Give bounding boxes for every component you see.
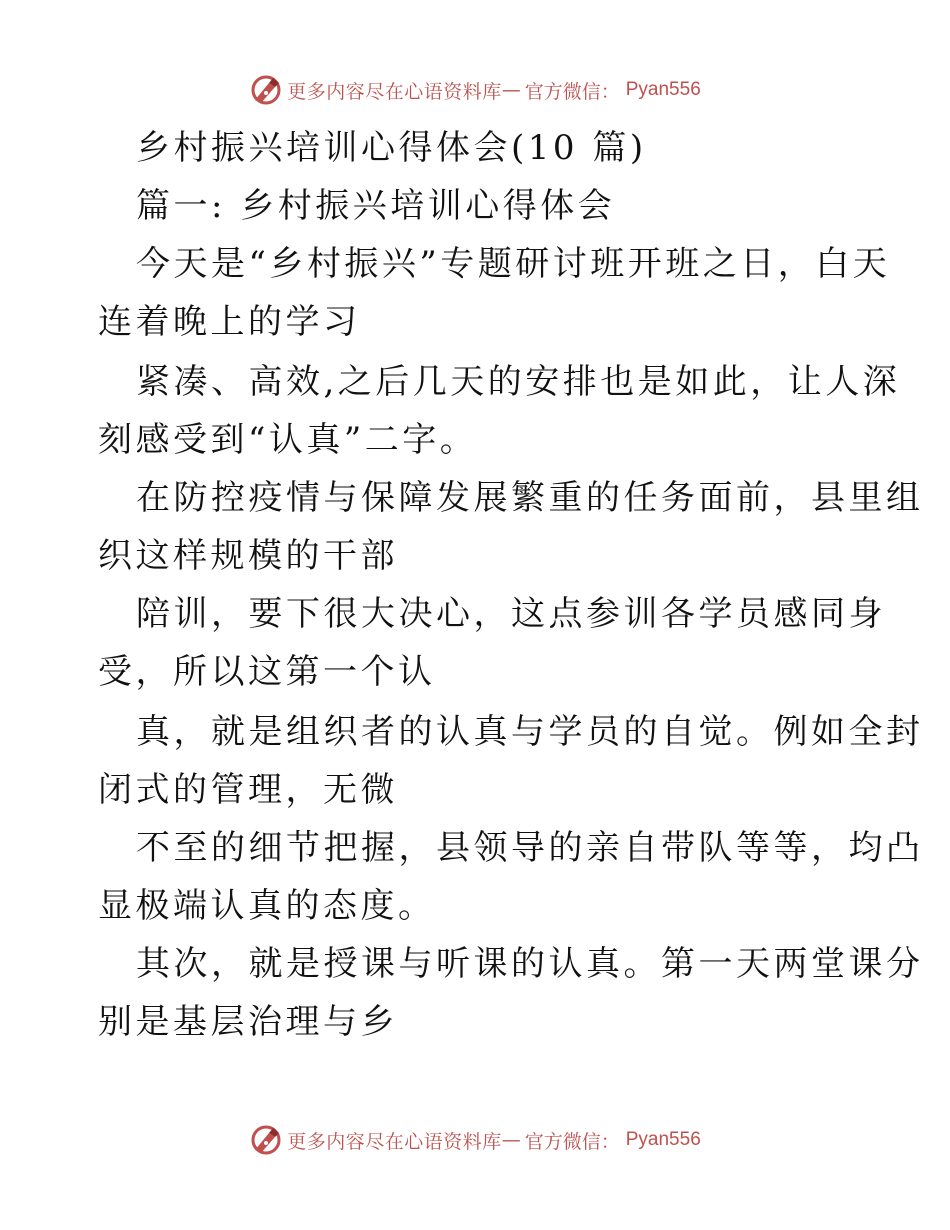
watermark-wechat-label: 官方微信： — [524, 80, 620, 103]
paragraph-line: 其次，就是授课与听课的认真。第一天两堂课分 — [136, 944, 924, 984]
paragraph-line: 别是基层治理与乡 — [98, 1002, 398, 1042]
document-title: 乡村振兴培训心得体会(10 篇) — [136, 128, 647, 168]
header-watermark — [0, 72, 950, 108]
paragraph-line: 今天是“乡村振兴”专题研讨班开班之日，白天 — [136, 244, 891, 284]
paragraph-line: 闭式的管理，无微 — [98, 770, 398, 810]
paragraph-line: 不至的细节把握，县领导的亲自带队等等，均凸 — [136, 828, 924, 868]
footer-watermark — [0, 1122, 950, 1158]
watermark-wechat-id: Pyan556 — [625, 79, 701, 100]
watermark-text: 更多内容尽在心语资料库 — [287, 1130, 502, 1153]
paragraph-line: 真，就是组织者的认真与学员的自觉。例如全封 — [136, 712, 924, 752]
pen-nib-logo-icon — [249, 1123, 283, 1157]
section-heading: 篇一: 乡村振兴培训心得体会 — [136, 186, 616, 226]
paragraph-line: 刻感受到“认真”二字。 — [98, 420, 478, 460]
watermark-separator: — — [501, 79, 521, 101]
watermark-separator: — — [501, 1129, 521, 1151]
paragraph-line: 显极端认真的态度。 — [98, 886, 436, 926]
watermark-wechat-label: 官方微信： — [524, 1130, 620, 1153]
paragraph-line: 受，所以这第一个认 — [98, 652, 436, 692]
paragraph-line: 织这样规模的干部 — [98, 536, 398, 576]
pen-nib-logo-icon — [249, 73, 283, 107]
watermark-wechat-id: Pyan556 — [625, 1129, 701, 1150]
paragraph-line: 在防控疫情与保障发展繁重的任务面前，县里组 — [136, 478, 924, 518]
watermark-text: 更多内容尽在心语资料库 — [287, 80, 502, 103]
paragraph-line: 紧凑、高效,之后几天的安排也是如此，让人深 — [136, 362, 901, 402]
paragraph-line: 陪训，要下很大决心，这点参训各学员感同身 — [136, 594, 886, 634]
paragraph-line: 连着晚上的学习 — [98, 302, 361, 342]
